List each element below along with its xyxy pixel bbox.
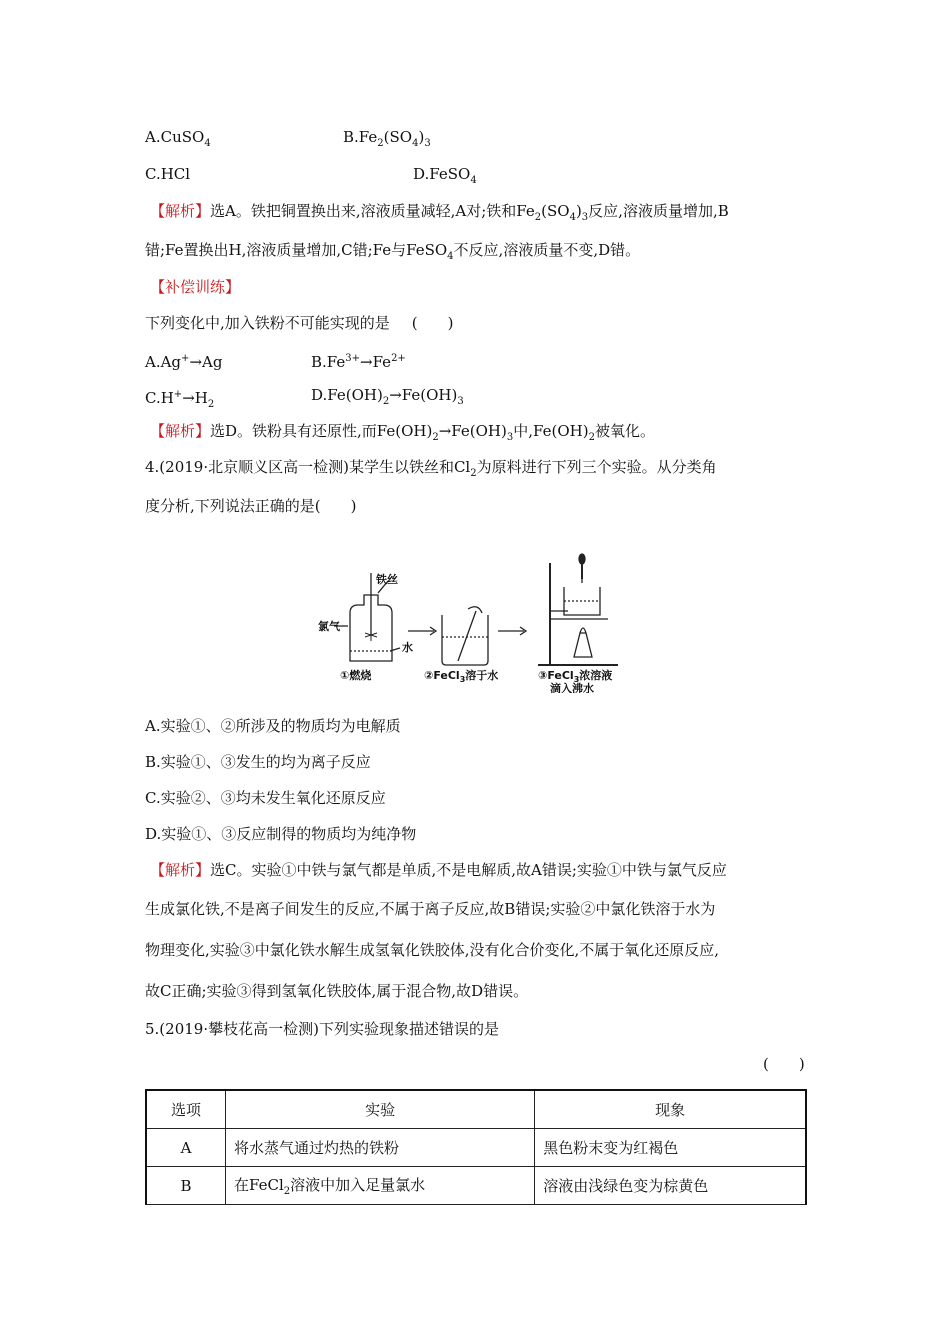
caption-1: ①燃烧 — [340, 669, 372, 682]
q5-stem: 5.(2019·攀枝花高一检测)下列实验现象描述错误的是 — [145, 1020, 499, 1038]
q4-stem-line-2: 度分析,下列说法正确的是( ) — [145, 497, 357, 515]
header-phenomenon: 现象 — [535, 1090, 806, 1129]
supplement-option-a: A.Ag+→Ag — [145, 353, 223, 371]
row-phenomenon: 黑色粉末变为红褐色 — [535, 1129, 806, 1167]
header-option: 选项 — [146, 1090, 226, 1129]
row-experiment: 在FeCl$_2$溶液中加入足量氯水 — [226, 1167, 535, 1205]
row-option: B — [146, 1167, 226, 1205]
supplement-stem: 下列变化中,加入铁粉不可能实现的是 ( ) — [145, 314, 454, 332]
q4-option-b: B.实验①、③发生的均为离子反应 — [145, 753, 371, 771]
experiment-svg — [318, 553, 638, 693]
caption-3: ③FeCl$_3$浓溶液 — [538, 669, 613, 684]
option-a: A.CuSO$_4$ — [145, 128, 211, 149]
table-row — [146, 1129, 806, 1167]
caption-2: ②FeCl$_3$溶于水 — [424, 669, 499, 684]
caption-3b: 滴入沸水 — [550, 682, 594, 693]
label-wire: 铁丝 — [376, 573, 398, 586]
q5-table — [145, 1089, 807, 1205]
row-experiment: 将水蒸气通过灼热的铁粉 — [226, 1129, 535, 1167]
table-row — [146, 1167, 806, 1205]
alcohol-lamp — [574, 633, 592, 657]
label-gas: 氯气 — [318, 620, 340, 633]
supplement-option-c: $C.H^+\to H_2$ — [145, 389, 215, 410]
q3-analysis-line-1: 【解析】选A。铁把铜置换出来,溶液质量减轻,A对;铁和$Fe_2(SO_4)_3$反应,溶液质量增加,B — [150, 202, 729, 223]
q4-stem-line-1: 4.(2019·北京顺义区高一检测)某学生以铁丝和$Cl_2$为原料进行下列三个实验。从分类角 — [145, 458, 717, 479]
q4-analysis-line-3: 物理变化,实验③中氯化铁水解生成氢氧化铁胶体,没有化合价变化,不属于氧化还原反应, — [145, 941, 720, 959]
option-b: $B.Fe_2(SO_4)_3$ — [343, 128, 431, 149]
supplement-option-b: $B.Fe^{3+}\to Fe^{2+}$ — [311, 353, 406, 371]
header-experiment: 实验 — [226, 1090, 535, 1129]
label-water: 水 — [402, 641, 413, 654]
supplement-heading: 【补偿训练】 — [150, 278, 241, 296]
supplement-analysis: 【解析】选D。铁粉具有还原性,而$Fe(OH)_2\to Fe(OH)_3$中$,Fe(OH)_2$被氧化。 — [150, 422, 655, 443]
q3-analysis-line-2: 错;Fe置换出H,溶液质量增加,C错;Fe与FeSO$_4$不反应,溶液质量不变,D错。 — [145, 241, 641, 262]
row-phenomenon: 溶液由浅绿色变为棕黄色 — [535, 1167, 806, 1205]
q4-option-a: A.实验①、②所涉及的物质均为电解质 — [145, 717, 401, 735]
supplement-option-d: $D.Fe(OH)_2\to Fe(OH)_3$ — [311, 386, 464, 407]
option-c: C.HCl — [145, 165, 191, 183]
glass-rod — [458, 611, 476, 661]
row-option: A — [146, 1129, 226, 1167]
experiment-diagram — [318, 553, 638, 693]
q5-answer-paren: ( ) — [763, 1055, 805, 1073]
q4-analysis-line-4: 故C正确;实验③得到氢氧化铁胶体,属于混合物,故D错误。 — [145, 982, 529, 1000]
q4-option-c: C.实验②、③均未发生氧化还原反应 — [145, 789, 386, 807]
q4-analysis-line-1: 【解析】选C。实验①中铁与氯气都是单质,不是电解质,故A错误;实验①中铁与氯气反应 — [150, 861, 727, 879]
q4-analysis-line-2: 生成氯化铁,不是离子间发生的反应,不属于离子反应,故B错误;实验②中氯化铁溶于水为 — [145, 900, 716, 918]
table-header-row — [146, 1090, 806, 1129]
q4-option-d: D.实验①、③反应制得的物质均为纯净物 — [145, 825, 417, 843]
option-d: D.FeSO$_4$ — [413, 165, 477, 186]
